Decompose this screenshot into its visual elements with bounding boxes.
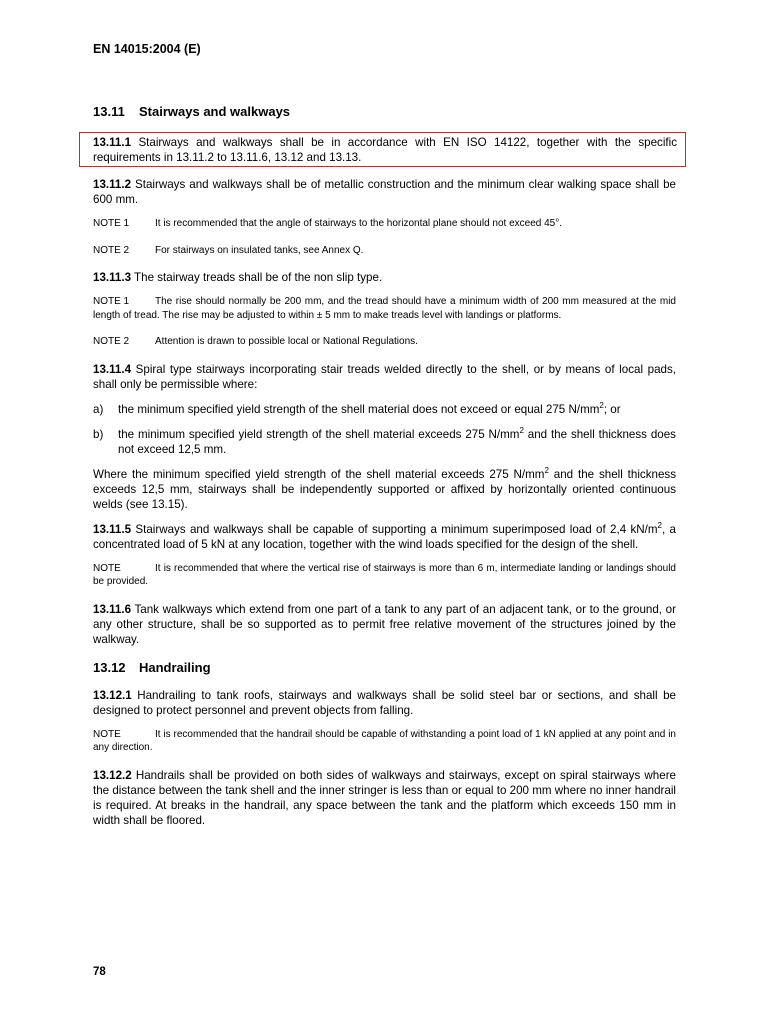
clause-text-end: , a concentrated load of 5 kN at any location, together with the wind loads specified for the design of the shell. <box>93 522 677 551</box>
list-item-text: the minimum specified yield strength of the shell material does not exceed or equal 275 N/mm <box>118 402 600 416</box>
list-item-text-end: and the shell thickness does not exceed 12,5 mm. <box>118 427 676 456</box>
clause-13-11-3 <box>93 270 676 285</box>
list-item-label: a) <box>93 402 104 416</box>
note-13-11-5 <box>93 562 676 589</box>
clause-text: Stairways and walkways shall be capable of supporting a minimum superimposed load of 2,4 kN/m <box>131 522 658 536</box>
clause-text: Handrails shall be provided on both sides of walkways and stairways, except on spiral stairways where the distance between the tank shell and the inner stringer is less than or equal to 200 mm where no inner handrail is required. At breaks in the handrail, any space between the tank and the platform which exceeds 150 mm in width shall be floored. <box>93 768 676 827</box>
list-item-text: the minimum specified yield strength of the shell material exceeds 275 N/mm <box>118 427 520 441</box>
clause-13-12-2 <box>93 768 676 828</box>
clause-text: The stairway treads shall be of the non slip type. <box>131 271 383 284</box>
clause-number: 13.11.5 <box>93 522 132 536</box>
note-text: It is recommended that the angle of stairways to the horizontal plane should not exceed 45°. <box>155 218 563 229</box>
document-body <box>93 104 676 838</box>
clause-13-11-4-where <box>93 467 676 512</box>
superscript: 2 <box>657 520 662 530</box>
clause-text: Spiral type stairways incorporating stair treads welded directly to the shell, or by means of local pads, shall only be permissible where: <box>93 362 676 391</box>
note-13-12-1 <box>93 728 676 755</box>
note-text: It is recommended that the handrail should be capable of withstanding a point load of 1 kN applied at any point and in any direction. <box>93 728 676 753</box>
note-text: It is recommended that where the vertical rise of stairways is more than 6 m, intermediate landing or landings should be provided. <box>93 562 676 587</box>
clause-13-12-1 <box>93 688 676 718</box>
note-13-11-2-2 <box>93 244 676 258</box>
clause-13-11-1 <box>93 135 677 165</box>
section-number: 13.11 <box>93 104 125 119</box>
list-item-a <box>93 402 676 417</box>
clause-number: 13.11.3 <box>93 271 132 284</box>
list-item-label: b) <box>93 427 104 441</box>
superscript: 2 <box>599 400 604 410</box>
note-text: The rise should normally be 200 mm, and the tread should have a minimum width of 200 mm measured at the mid length of tread. The rise may be adjusted to within ± 5 mm to make treads level with landings or platforms. <box>93 296 676 321</box>
list-item-b <box>93 427 676 457</box>
clause-number: 13.12.2 <box>93 768 132 782</box>
clause-text: Handrailing to tank roofs, stairways and walkways shall be solid steel bar or sections, and shall be designed to protect personnel and prevent objects from falling. <box>93 688 676 717</box>
section-heading-13-12 <box>93 660 676 675</box>
page-number: 78 <box>93 966 106 978</box>
note-text: Attention is drawn to possible local or National Regulations. <box>155 336 418 347</box>
clause-number: 13.11.6 <box>93 602 132 616</box>
clause-13-11-4 <box>93 362 676 392</box>
note-text: For stairways on insulated tanks, see Annex Q. <box>155 244 364 256</box>
note-label: NOTE 1 <box>93 218 130 229</box>
note-label: NOTE <box>93 562 121 574</box>
section-title: Stairways and walkways <box>139 104 291 119</box>
section-heading-13-11 <box>93 104 676 119</box>
note-13-11-3-1 <box>93 295 676 322</box>
paragraph-text-end: and the shell thickness exceeds 12,5 mm, stairways shall be independently supported or affixed by horizontally oriented continuous welds (see 13.15). <box>93 467 676 511</box>
note-13-11-2-1 <box>93 217 676 231</box>
section-title: Handrailing <box>139 659 211 675</box>
note-label: NOTE <box>93 728 121 740</box>
clause-number: 13.11.2 <box>93 178 132 191</box>
clause-number: 13.11.4 <box>93 362 132 376</box>
highlighted-clause-box <box>79 132 686 167</box>
note-13-11-3-2 <box>93 335 676 349</box>
superscript: 2 <box>519 425 524 435</box>
clause-text: Stairways and walkways shall be in accordance with EN ISO 14122, together with the specific requirements in 13.11.2 to 13.11.6, 13.12 and 13.13. <box>93 136 677 164</box>
note-label: NOTE 2 <box>93 244 130 256</box>
clause-number: 13.11.1 <box>93 136 132 149</box>
document-header: EN 14015:2004 (E) <box>93 42 201 56</box>
note-label: NOTE 1 <box>93 296 130 307</box>
clause-13-11-5 <box>93 522 676 552</box>
paragraph-text: Where the minimum specified yield strength of the shell material exceeds 275 N/mm <box>93 467 545 481</box>
clause-text: Tank walkways which extend from one part of a tank to any part of an adjacent tank, or to the ground, or any other structure, shall be so supported as to permit free relative movement of the structures joined by the walkway. <box>93 602 676 646</box>
clause-13-11-6 <box>93 602 676 647</box>
clause-13-11-2 <box>93 177 676 207</box>
list-item-text-end: ; or <box>603 402 621 416</box>
note-label: NOTE 2 <box>93 336 130 347</box>
clause-number: 13.12.1 <box>93 688 132 702</box>
superscript: 2 <box>544 465 549 475</box>
clause-text: Stairways and walkways shall be of metallic construction and the minimum clear walking space shall be 600 mm. <box>93 178 676 206</box>
section-number: 13.12 <box>93 659 126 675</box>
